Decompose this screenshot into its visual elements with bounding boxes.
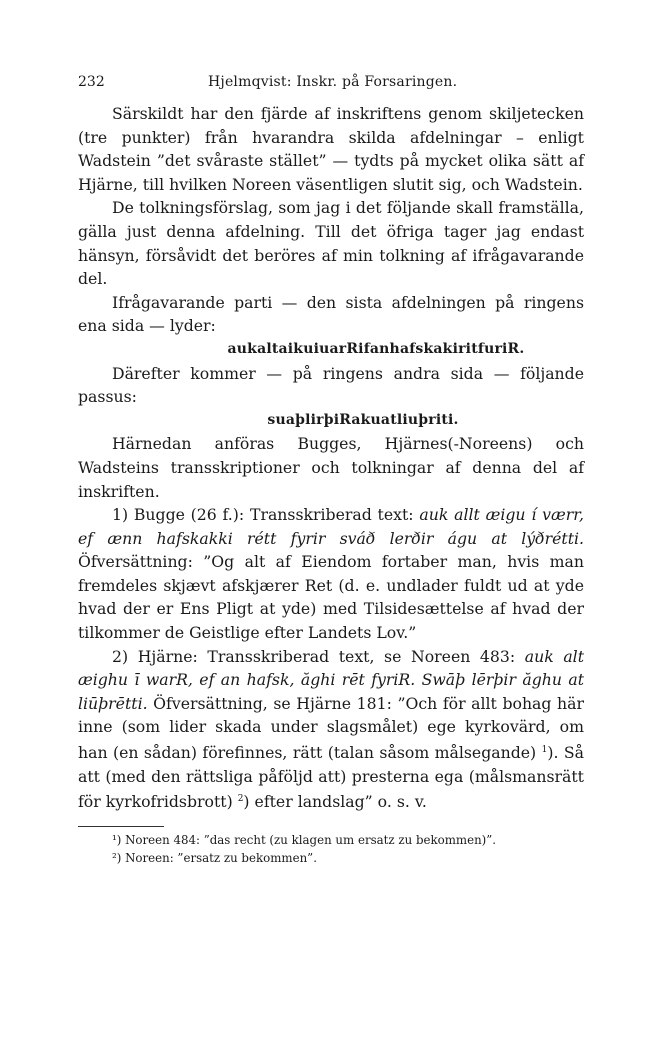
page-header bbox=[78, 70, 584, 96]
body-text bbox=[78, 102, 584, 814]
footnotes bbox=[78, 831, 584, 867]
page bbox=[78, 70, 584, 867]
bugge-transcription: auk allt æigu í værr, ef ænn hafskakki rétt fyrir sváð lerðir águ at lýðrétti. bbox=[78, 505, 584, 548]
runic-transcription-1: aukaltaikuiuarRifanhafskakiritfuriR. bbox=[227, 340, 525, 357]
hjarne-translation-a: Öfversättning, se Hjärne 181: ”Och för allt bohag här inne (som lider skada under slagsmålet) ege kyrkovärd, om han (en sådan) förefinnes, rätt (talan såsom målsegande) bbox=[78, 693, 584, 763]
paragraph-hjarne bbox=[78, 645, 584, 815]
bugge-lead: 1) Bugge (26 f.): Transskriberad text: bbox=[112, 505, 420, 525]
paragraph-4: Därefter kommer — på ringens andra sida — följande passus: bbox=[78, 363, 584, 407]
footnote-ref-2[interactable]: 2 bbox=[237, 794, 244, 805]
runic-transcription-2: suaþlirþiRakuatliuþriti. bbox=[267, 411, 459, 428]
bugge-translation: Öfversättning: ”Og alt af Eiendom fortaber man, hvis man fremdeles skjævt afskjærer Ret (d. e. undlader fuldt ud at yde hvad der er Ens Pligt at yde) med Tilsidesættelse af hvad der tilkommer de Geistlige efter Landets Lov.” bbox=[78, 552, 584, 643]
hjarne-translation-b: ). Så att (med den rättsliga påföljd att) presterna ega (målsmansrätt för kyrkofridsbrott) bbox=[78, 743, 584, 812]
footnote-2: ²) Noreen: ”ersatz zu bekommen”. bbox=[112, 851, 317, 866]
paragraph-5: Härnedan anföras Bugges, Hjärnes(-Noreens) och Wadsteins transskriptioner och tolkningar af denna del af inskriften. bbox=[78, 434, 584, 501]
paragraph-bugge bbox=[78, 503, 584, 645]
paragraph-3: Ifrågavarande parti — den sista afdelningen på ringens ena sida — lyder: bbox=[78, 292, 584, 336]
page-number: 232 bbox=[78, 74, 105, 90]
paragraph-2: De tolkningsförslag, som jag i det följande skall framställa, gälla just denna afdelning. Till det öfriga tager jag endast hänsyn, försåvidt det beröres af min tolkning af ifrågavarande del. bbox=[78, 198, 584, 289]
footnote-divider bbox=[78, 826, 164, 827]
footnote-ref-1[interactable]: 1 bbox=[541, 745, 548, 756]
footnote-1: ¹) Noreen 484: ”das recht (zu klagen um ersatz zu bekommen)”. bbox=[112, 833, 497, 848]
hjarne-lead: 2) Hjärne: Transskriberad text, se Noreen 483: bbox=[112, 646, 525, 666]
hjarne-transcription: auk alt æighu ī warR, ef an hafsk, ăghi rēt fyriR. Swāþ lērþir ăghu at liūþrētti. bbox=[78, 646, 585, 713]
paragraph-1: Särskildt har den fjärde af inskriftens genom skiljetecken (tre punkter) från hvarandra skilda afdelningar – enligt Wadstein ”det svåraste stället” — tydts på mycket olika sätt af Hjärne, till hvilken Noreen väsentligen slutit sig, och Wadstein. bbox=[78, 104, 584, 194]
running-title: Hjelmqvist: Inskr. på Forsaringen. bbox=[208, 74, 458, 90]
hjarne-translation-c: ) efter landslag” o. s. v. bbox=[243, 792, 427, 812]
